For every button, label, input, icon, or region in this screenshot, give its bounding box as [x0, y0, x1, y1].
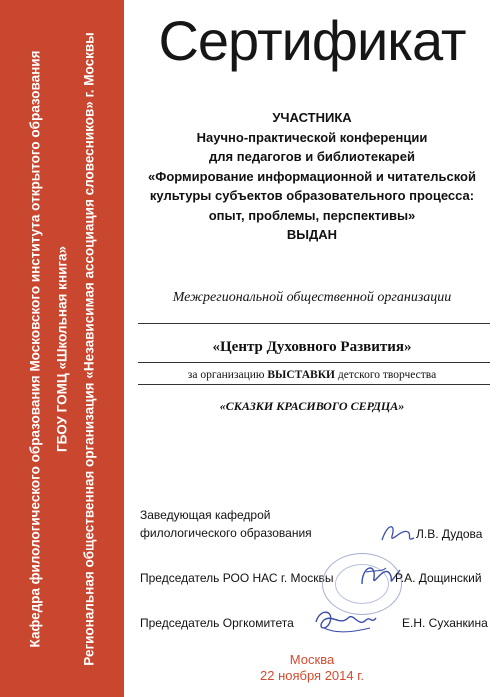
signature-3-scribble [310, 604, 380, 638]
side-banner-line-3: Региональная общественная организация «Независимая ассоциация словесников» г. Москвы [81, 31, 97, 666]
reason-prefix: за организацию [187, 369, 265, 381]
footer-date: 22 ноября 2014 г. [260, 668, 364, 683]
exhibition-name: «СКАЗКИ КРАСИВОГО СЕРДЦА» [219, 399, 405, 413]
signature-3-name: Е.Н. Суханкина [402, 616, 488, 630]
divider-line-3 [138, 384, 490, 385]
side-banner-line-2: ГБОУ ГОМЦ «Школьная книга» [54, 245, 70, 452]
side-banner-line-1: Кафедра филологического образования Московского института открытого образования [27, 50, 43, 647]
signature-1-title-line1: Заведующая кафедрой [140, 508, 271, 522]
signature-1-name: Л.В. Дудова [416, 527, 483, 541]
signature-1-title [140, 506, 312, 542]
issued-line-3: для педагогов и библиотекарей [209, 149, 415, 164]
issued-line-2: Научно-практической конференции [196, 129, 428, 145]
certificate-title: Сертификат [158, 9, 466, 72]
signature-3-title: Председатель Оргкомитета [140, 616, 294, 630]
reason-line [134, 369, 490, 381]
side-banner-text [22, 9, 103, 689]
footer-city: Москва [289, 652, 335, 667]
issued-line-6: опыт, проблемы, перспективы» [208, 207, 416, 223]
signature-1-scribble [378, 518, 418, 548]
reason-bold: ВЫСТАВКИ [267, 369, 335, 381]
signature-1-title-line2: филологического образования [140, 526, 312, 540]
issued-line-1: УЧАСТНИКА [272, 110, 352, 125]
signature-2-name: Р.А. Дощинский [395, 571, 482, 585]
certificate-body [124, 0, 500, 697]
divider-line-2 [138, 362, 490, 363]
recipient-type: Межрегиональной общественной организации [172, 290, 452, 305]
issued-block [144, 108, 480, 245]
issued-line-5: культуры субъектов образовательного процесса: [149, 188, 475, 203]
side-banner [0, 0, 124, 697]
divider-line-1 [138, 323, 490, 324]
issued-line-4: «Формирование информационной и читательской [148, 168, 476, 184]
signature-2-title: Председатель РОО НАС г. Москвы [140, 571, 334, 585]
issued-line-7: ВЫДАН [286, 227, 338, 242]
recipient-name: «Центр Духовного Развития» [212, 339, 412, 355]
reason-suffix: детского творчества [337, 369, 437, 381]
